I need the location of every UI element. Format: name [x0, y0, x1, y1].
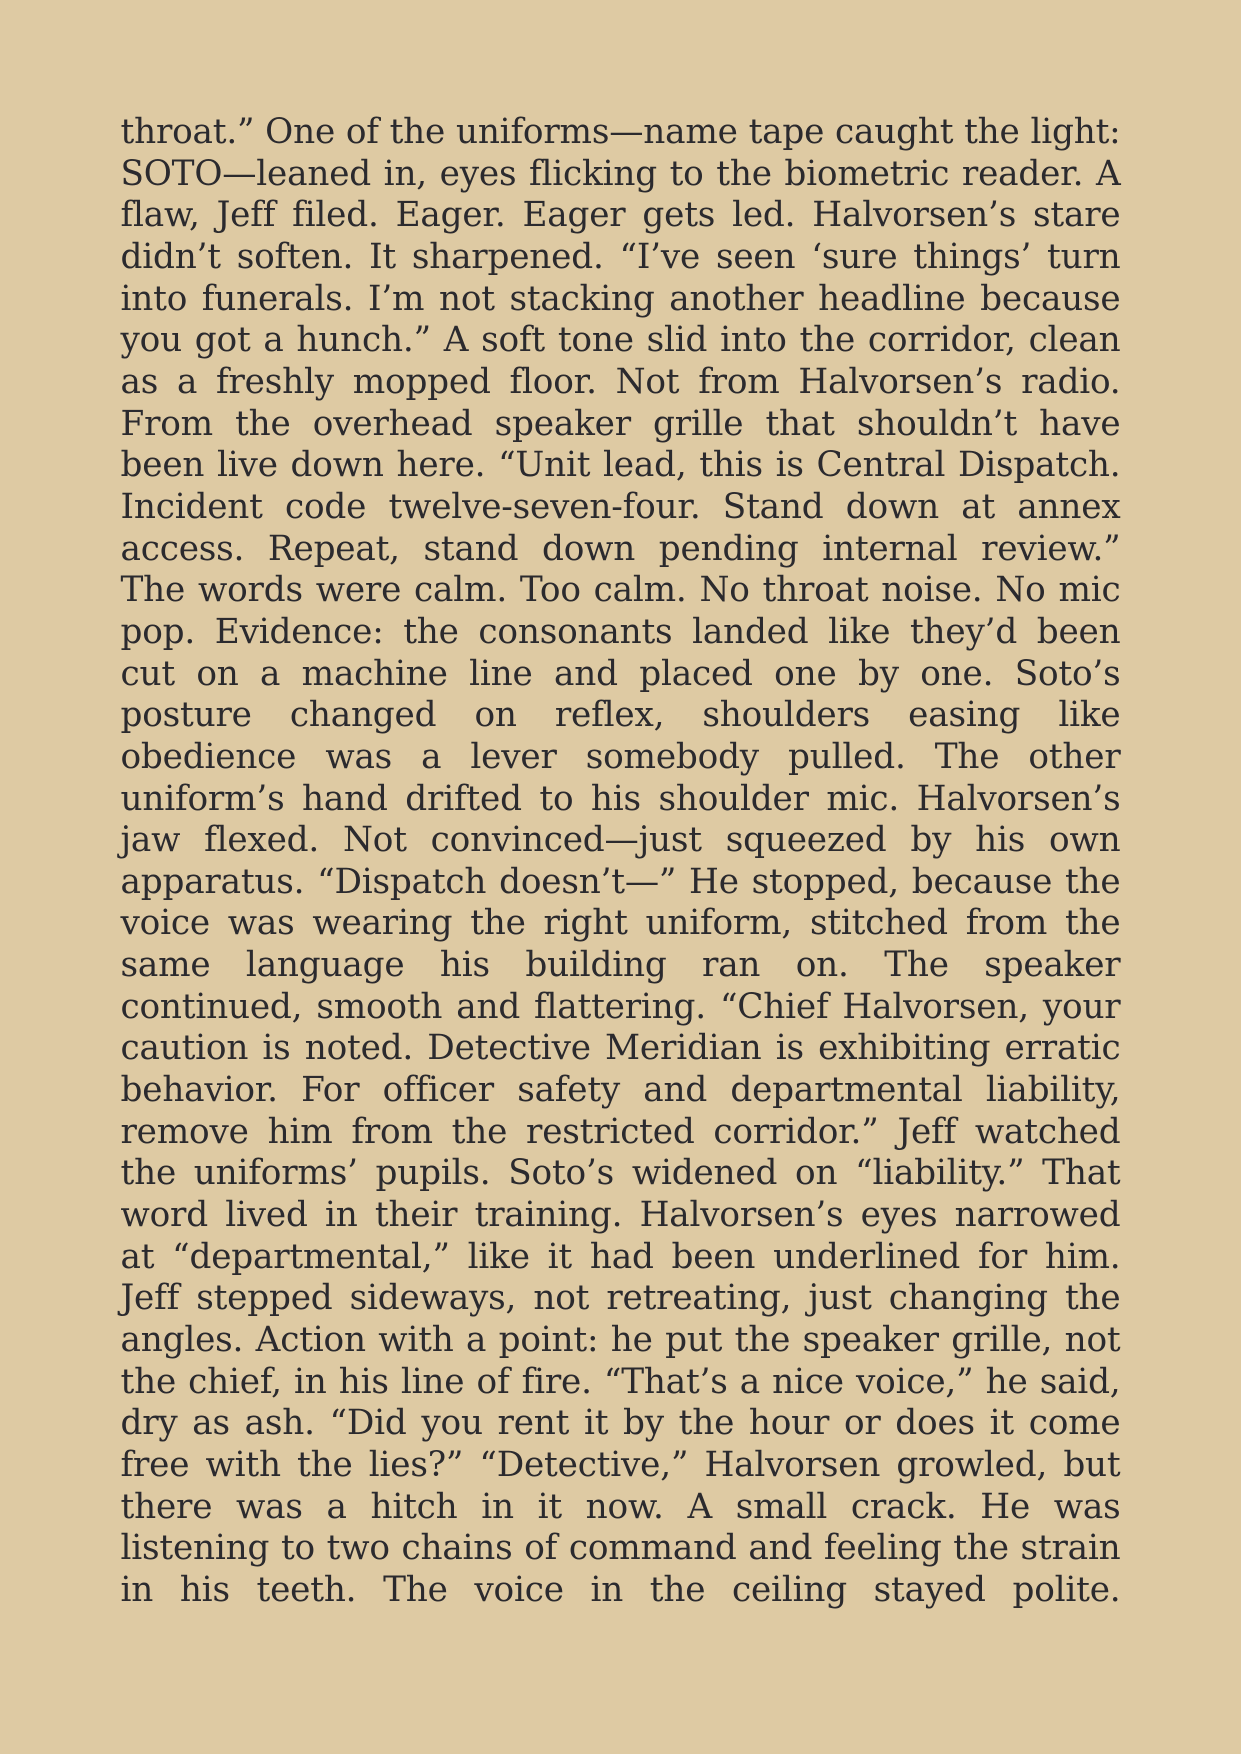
text-line: the uniforms’ pupils. Soto’s widened on “liability.” That [120, 1153, 1121, 1194]
text-line: you got a hunch.” A soft tone slid into the corridor, clean [120, 320, 1121, 361]
text-line: From the overhead speaker grille that shouldn’t have [120, 403, 1121, 444]
text-line: posture changed on reflex, shoulders easing like [120, 695, 1121, 736]
text-line: listening to two chains of command and feeling the strain [120, 1528, 1121, 1569]
text-line: apparatus. “Dispatch doesn’t—” He stopped, because the [120, 861, 1121, 902]
text-line: angles. Action with a point: he put the speaker grille, not [120, 1320, 1121, 1361]
text-line: The words were calm. Too calm. No throat noise. No mic [120, 570, 1121, 611]
text-line: dry as ash. “Did you rent it by the hour or does it come [120, 1403, 1121, 1444]
text-line: voice was wearing the right uniform, stitched from the [120, 903, 1121, 944]
text-line: flaw, Jeff filed. Eager. Eager gets led. Halvorsen’s stare [120, 195, 1121, 236]
text-line: in his teeth. The voice in the ceiling stayed polite. [120, 1569, 1121, 1610]
text-line: at “departmental,” like it had been underlined for him. [120, 1236, 1121, 1277]
text-line: Incident code twelve-seven-four. Stand down at annex [120, 486, 1121, 527]
text-line: caution is noted. Detective Meridian is exhibiting erratic [120, 1028, 1121, 1069]
text-line: obedience was a lever somebody pulled. The other [120, 736, 1121, 777]
text-line: Jeff stepped sideways, not retreating, just changing the [120, 1278, 1121, 1319]
text-line: there was a hitch in it now. A small crack. He was [120, 1486, 1121, 1527]
text-line: didn’t soften. It sharpened. “I’ve seen ‘sure things’ turn [120, 236, 1121, 277]
page-text [121, 0, 1121, 1612]
text-line: jaw flexed. Not convinced—just squeezed by his own [120, 820, 1121, 861]
text-line: word lived in their training. Halvorsen’s eyes narrowed [120, 1195, 1121, 1236]
text-line: behavior. For officer safety and departmental liability, [120, 1070, 1121, 1111]
text-line: uniform’s hand drifted to his shoulder mic. Halvorsen’s [120, 778, 1121, 819]
text-line: throat.” One of the uniforms—name tape caught the light: [120, 112, 1121, 152]
text-line: continued, smooth and flattering. “Chief Halvorsen, your [120, 986, 1121, 1027]
text-line: pop. Evidence: the consonants landed like they’d been [120, 611, 1121, 652]
text-line: SOTO—leaned in, eyes flicking to the biometric reader. A [120, 153, 1121, 194]
text-line: remove him from the restricted corridor.” Jeff watched [120, 1111, 1121, 1152]
text-line: been live down here. “Unit lead, this is Central Dispatch. [120, 445, 1121, 486]
text-line: into funerals. I’m not stacking another headline because [120, 278, 1121, 319]
text-line: same language his building ran on. The speaker [120, 945, 1121, 986]
text-line: free with the lies?” “Detective,” Halvorsen growled, but [120, 1445, 1121, 1485]
text-line: the chief, in his line of fire. “That’s a nice voice,” he said, [120, 1361, 1121, 1402]
text-line: access. Repeat, stand down pending internal review.” [120, 528, 1121, 569]
text-line: cut on a machine line and placed one by one. Soto’s [120, 653, 1121, 694]
text-line: as a freshly mopped floor. Not from Halvorsen’s radio. [120, 361, 1121, 402]
